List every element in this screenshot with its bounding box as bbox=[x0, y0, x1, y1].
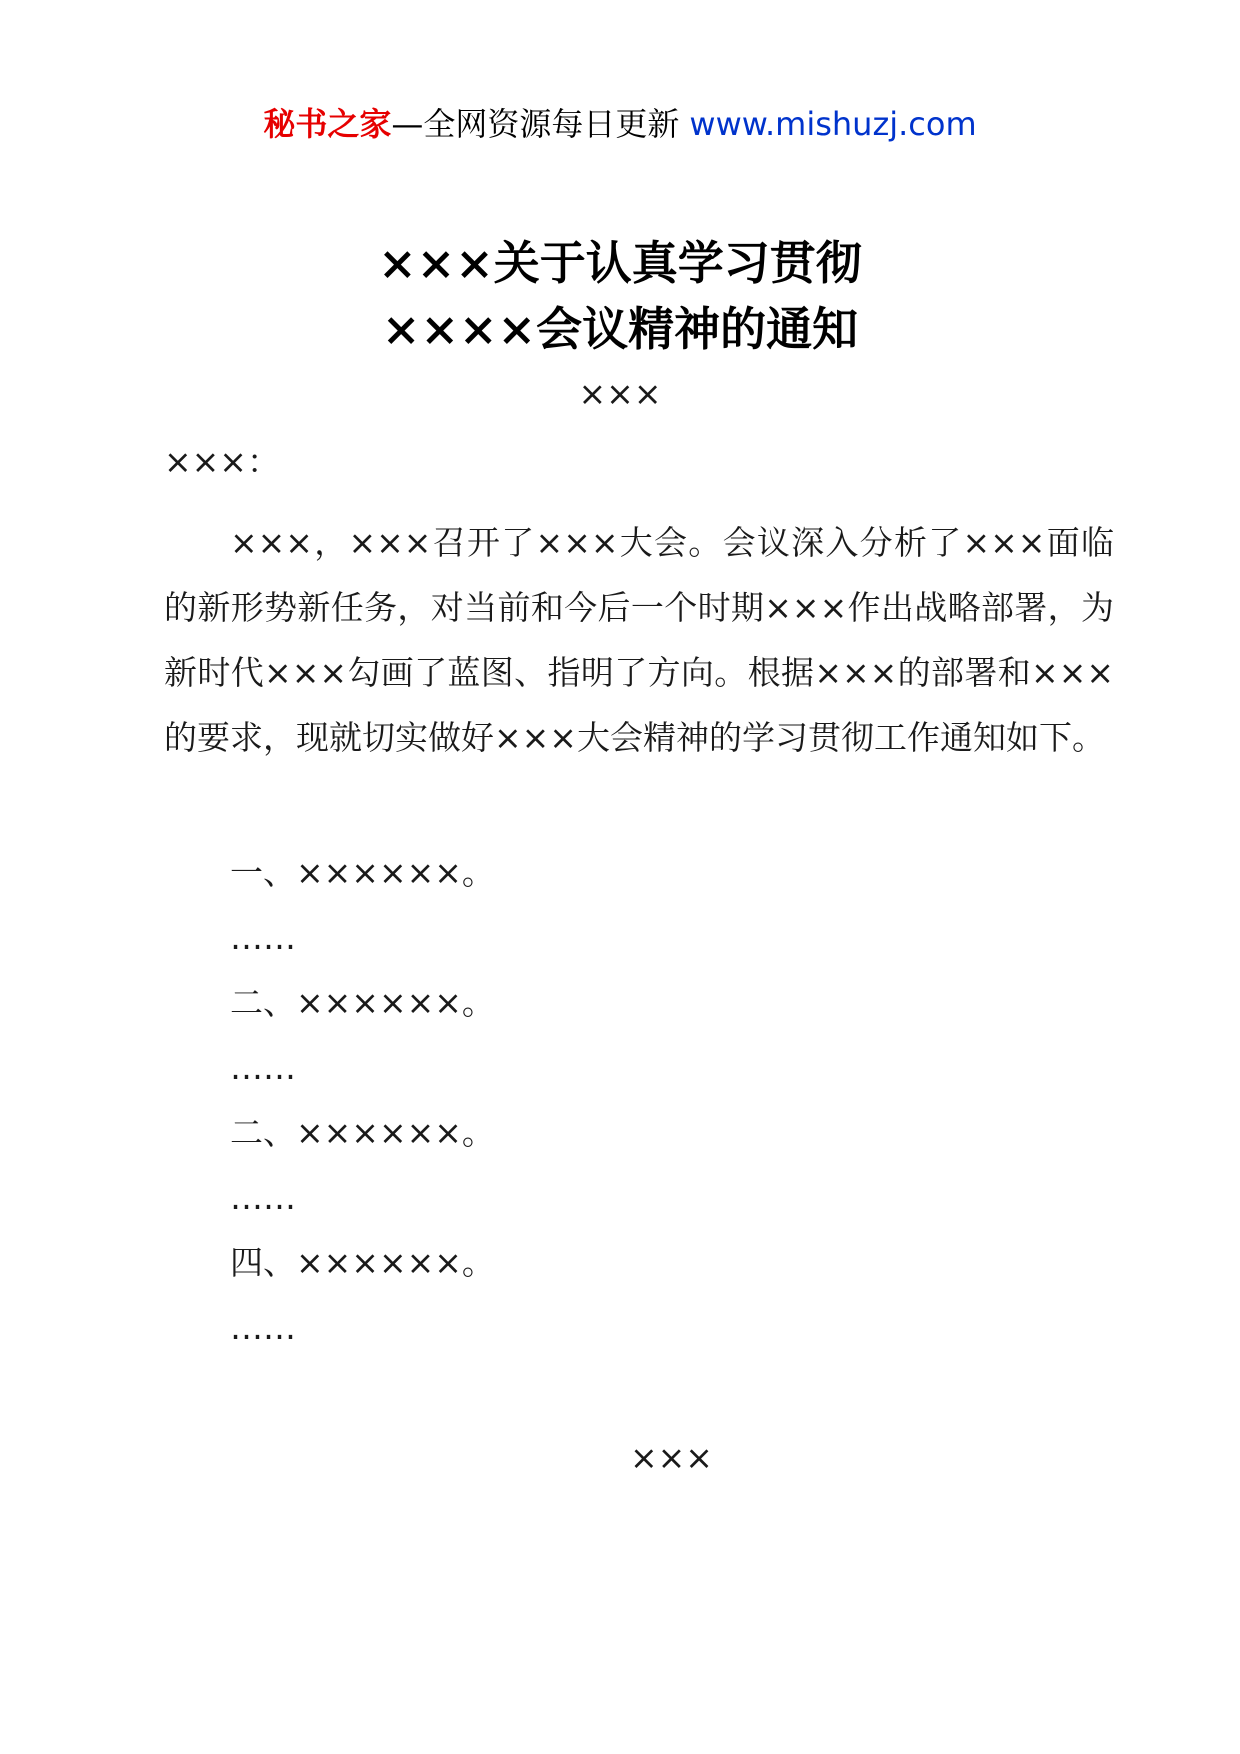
section-heading-4: 四、××××××。 bbox=[230, 1243, 495, 1282]
section-ellipsis-2: …… bbox=[230, 1048, 296, 1087]
body-paragraph: ×××，×××召开了×××大会。会议深入分析了×××面临的新形势新任务，对当前和今后一个时期×××作出战略部署，为新时代×××勾画了蓝图、指明了方向。根据×××的部署和×××的要求，现就切实做好×××大会精神的学习贯彻工作通知如下。 bbox=[164, 523, 1114, 757]
title-line-2: ××××会议精神的通知 bbox=[381, 302, 859, 356]
signature: ××× bbox=[630, 1438, 713, 1477]
section-heading-1: 一、××××××。 bbox=[230, 853, 495, 892]
section-ellipsis-4: …… bbox=[230, 1308, 296, 1347]
document-author: ××× bbox=[578, 374, 662, 413]
site-brand: 秘书之家 bbox=[263, 105, 392, 143]
section-ellipsis-1: …… bbox=[230, 918, 296, 957]
section-heading-2: 二、××××××。 bbox=[230, 983, 495, 1022]
section-list bbox=[230, 840, 495, 1360]
site-url-link[interactable]: www.mishuzj.com bbox=[689, 105, 977, 143]
salutation: ×××： bbox=[164, 442, 280, 481]
site-header bbox=[0, 96, 1240, 152]
site-tagline: —全网资源每日更新 bbox=[391, 105, 680, 143]
section-heading-3: 二、××××××。 bbox=[230, 1113, 495, 1152]
document-title bbox=[0, 230, 1240, 362]
section-ellipsis-3: …… bbox=[230, 1178, 296, 1217]
title-line-1: ×××关于认真学习贯彻 bbox=[378, 236, 862, 290]
